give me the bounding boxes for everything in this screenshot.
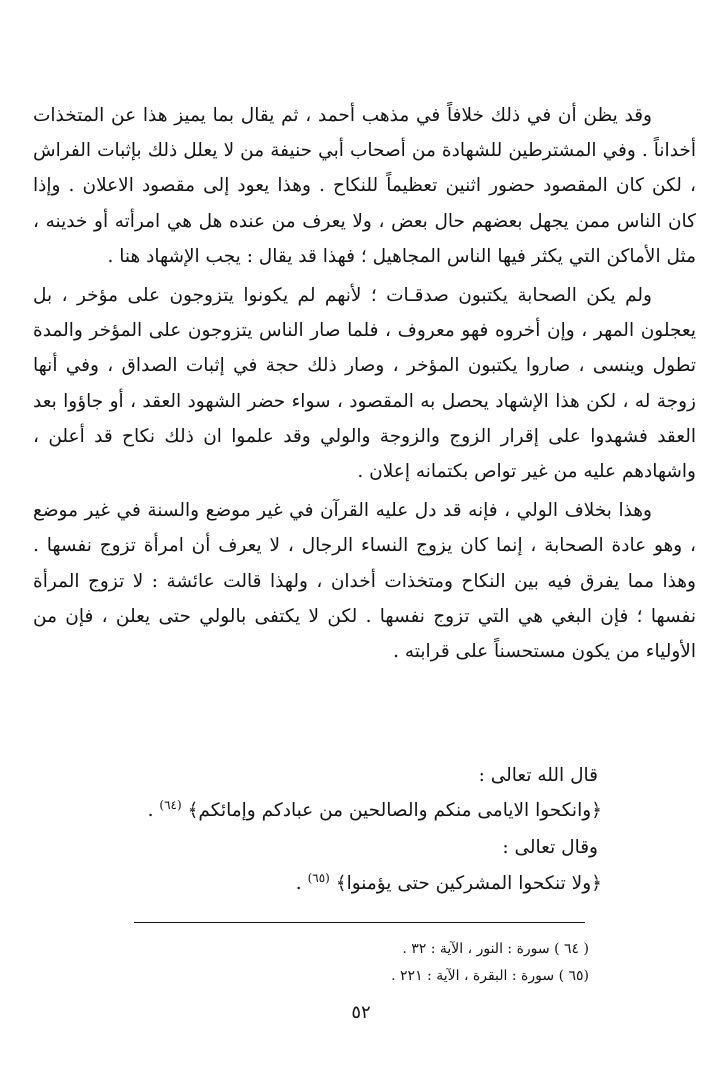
verse-end: . xyxy=(147,800,160,822)
verse-text: وانكحوا الايامى منكم والصالحين من عبادكم وإمائكم xyxy=(198,800,592,822)
verse-close-ornament: ﴾ xyxy=(335,873,347,895)
footnote-ref: (٦٤) xyxy=(159,798,182,812)
body-text xyxy=(33,98,696,669)
page-number: ٥٢ xyxy=(351,1002,371,1023)
verse-open-ornament: ﴿ xyxy=(591,873,602,895)
paragraph-3: وهذا بخلاف الولي ، فإنه قد دل عليه القرآن في غير موضع والسنة في غير موضع ، وهو عادة الصحابة ، إنما كان يزوج النساء الرجال ، لا يعرف أن امرأة تزوج نفسها . وهذا مما يفرق فيه بين النكاح ومتخذات أخدان ، ولهذا قالت عائشة : لا تزوج المرأة نفسها ؛ فإن البغي هي التي تزوج نفسها . لكن لا يكتفى بالولي حتى يعلن ، فإن من الأولياء من يكون مستحسناً على قرابته . xyxy=(33,500,696,663)
quran-verse-2 xyxy=(296,871,602,894)
footnote-65 xyxy=(391,968,589,984)
footnote-text: سورة : البقرة ، الآية : ٢٢١ . xyxy=(391,968,555,984)
verse-text: ولا تنكحوا المشركين حتى يؤمنوا xyxy=(346,873,592,895)
footnote-divider xyxy=(134,922,585,923)
verse-open-ornament: ﴿ xyxy=(591,800,602,822)
verse-end: . xyxy=(295,873,308,895)
verse-1-intro: قال الله تعالى : xyxy=(478,765,598,786)
verse-2-intro: وقال تعالى : xyxy=(502,837,598,858)
footnote-number: (٦٥ ) xyxy=(558,968,589,984)
footnote-ref: (٦٥) xyxy=(307,871,330,885)
paragraph-2: ولم يكن الصحابة يكتبون صدقـات ؛ لأنهم لم يكونوا يتزوجون على مؤخر ، بل يعجلون المهر ، وإن أخروه فهو معروف ، فلما صار الناس يتزوجون على المؤخر والمدة تطول وينسى ، صاروا يكتبون المؤخر ، وصار ذلك حجة في إثبات الصداق ، وفي أنها زوجة له ، لكن هذا الإشهاد يحصل به المقصود ، سواء حضر الشهود العقد ، أو جاؤوا بعد العقد فشهدوا على إقرار الزوج والزوجة والولي وقد علموا ان ذلك نكاح قد أعلن ، واشهادهم عليه من غير تواص بكتمانه إعلان . xyxy=(33,285,696,483)
footnote-text: سورة : النور ، الآية : ٣٢ . xyxy=(402,941,550,957)
verse-close-ornament: ﴾ xyxy=(187,800,199,822)
paragraph-1: وقد يظن أن في ذلك خلافاً في مذهب أحمد ، ثم يقال بما يميز هذا عن المتخذات أخداناً . وفي المشترطين للشهادة من أصحاب أبي حنيفة من لا يعلل ذلك بإثبات الفراش ، لكن كان المقصود حضور اثنين تعظيماً للنكاح . وهذا يعود إلى مقصود الاعلان . وإذا كان الناس ممن يجهل بعضهم حال بعض ، ولا يعرف من عنده هل هي امرأته أو خدينه ، مثل الأماكن التي يكثر فيها الناس المجاهيل ؛ فهذا قد يقال : يجب الإشهاد هنا . xyxy=(33,105,696,267)
footnote-64 xyxy=(402,941,589,957)
quran-verse-1 xyxy=(148,798,602,821)
footnote-number: ( ٦٤ ) xyxy=(554,941,589,957)
